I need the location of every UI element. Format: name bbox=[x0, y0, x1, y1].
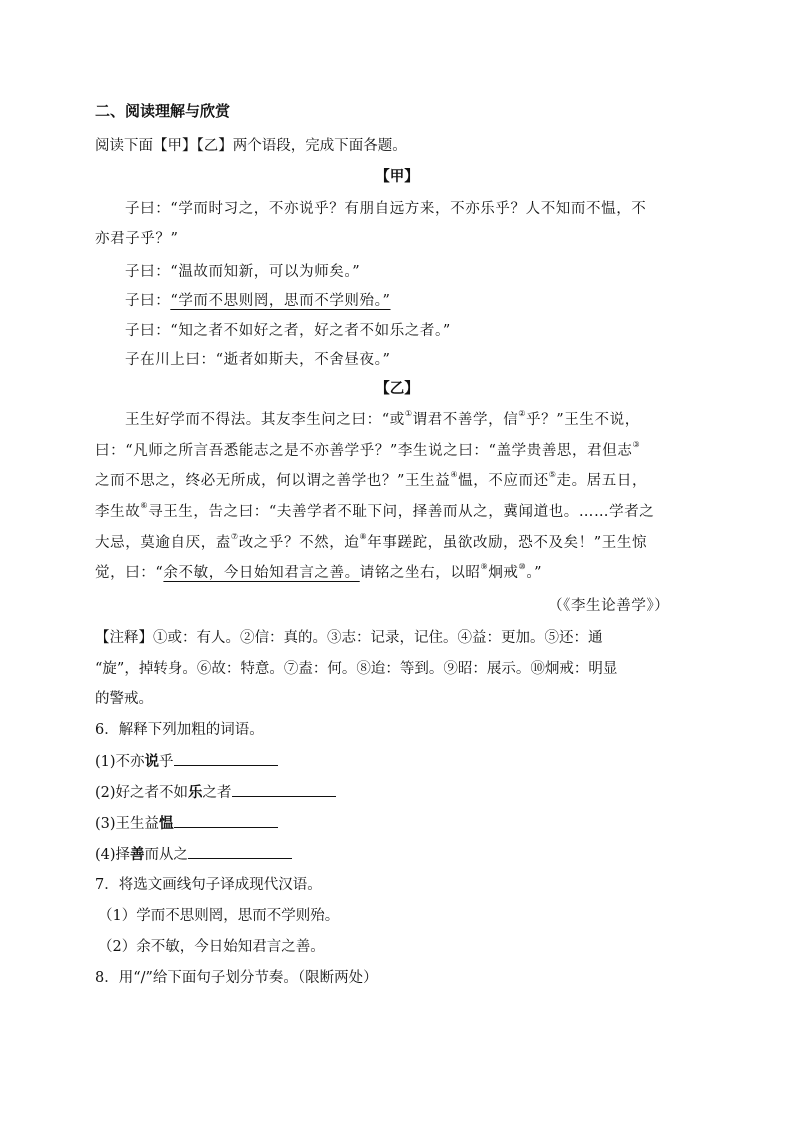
yi-text: 王生好学而不得法。其友李生问之曰：“或 bbox=[125, 412, 405, 428]
note-marker: ② bbox=[518, 409, 527, 419]
yi-text: 愠，不应而还 bbox=[458, 473, 549, 489]
item-text: 之者 bbox=[202, 785, 232, 801]
yi-line-5 bbox=[95, 533, 647, 553]
passage-source: （《李生论善学》） bbox=[548, 598, 670, 614]
yi-text: 大忌，莫逾自厌，盍 bbox=[95, 535, 231, 551]
q7-item-1: （1）学而不思则罔，思而不学则殆。 bbox=[98, 908, 340, 924]
yi-line-2 bbox=[95, 441, 640, 461]
answer-blank[interactable] bbox=[188, 844, 292, 859]
bold-keyword: 说 bbox=[144, 753, 160, 770]
item-number: (4) bbox=[95, 847, 116, 863]
note-marker: ⑩ bbox=[518, 562, 527, 572]
passage-jia-heading: 【甲】 bbox=[375, 168, 419, 185]
item-number: (1) bbox=[95, 754, 116, 770]
note-marker: ⑥ bbox=[140, 501, 149, 511]
item-text: 好之者不如 bbox=[115, 785, 189, 801]
yi-text: 之而不思之，终必无所成，何以谓之善学也？”王生益 bbox=[95, 473, 451, 489]
note-marker: ⑨ bbox=[480, 562, 489, 572]
passage-yi-heading: 【乙】 bbox=[375, 380, 419, 397]
note-marker: ④ bbox=[450, 470, 459, 480]
yi-text: 谓君不善学，信 bbox=[412, 412, 519, 428]
yi-text: 走。居五日， bbox=[556, 473, 648, 489]
yi-text: 年事蹉跎，虽欲改励，恐不及矣！”王生惊 bbox=[367, 535, 648, 551]
q6-item-1 bbox=[95, 751, 278, 772]
jia-line-1: 子曰：“学而时习之，不亦说乎？有朋自远方来，不亦乐乎？人不知而不愠，不 bbox=[125, 201, 647, 217]
yi-text: 李生故 bbox=[95, 504, 141, 520]
note-marker: ⑤ bbox=[548, 470, 557, 480]
yi-text: 寻王生，告之曰：“夫善学者不耻下问，择善而从之，冀闻道也。……学者之 bbox=[148, 504, 655, 520]
note-marker: ③ bbox=[632, 440, 641, 450]
bold-keyword: 善 bbox=[130, 846, 145, 863]
q6-item-4 bbox=[95, 844, 292, 865]
q6-item-2 bbox=[95, 782, 336, 803]
yi-text: 请铭之坐右，以昭 bbox=[359, 565, 481, 581]
question-6-title: 6．解释下列加粗的词语。 bbox=[95, 722, 264, 738]
item-number: (2) bbox=[95, 785, 116, 801]
yi-line-6 bbox=[95, 563, 542, 583]
item-number: (3) bbox=[95, 816, 116, 832]
question-8-title: 8．用“/”给下面句子划分节奏。（限断两处） bbox=[95, 970, 378, 986]
q6-item-3 bbox=[95, 813, 278, 834]
yi-text: 。” bbox=[526, 565, 543, 581]
yi-text: 炯戒 bbox=[488, 565, 519, 581]
jia-line-3: 子曰：“温故而知新，可以为师矣。” bbox=[125, 264, 361, 280]
notes-line-2: “旋”，掉转身。⑥故：特意。⑦盍：何。⑧迨：等到。⑨昭：展示。⑩炯戒：明显 bbox=[95, 661, 618, 677]
notes-line-3: 的警戒。 bbox=[95, 691, 153, 707]
note-marker: ⑧ bbox=[359, 532, 368, 542]
item-text: 乎 bbox=[159, 754, 174, 770]
answer-blank[interactable] bbox=[174, 751, 278, 766]
notes-line-1: 【注释】①或：有人。②信：真的。③志：记录，记住。④益：更加。⑤还：通 bbox=[95, 630, 603, 646]
yi-text: 觉，曰：“ bbox=[95, 565, 164, 581]
yi-text: 曰：“凡师之所言吾悉能志之是不亦善学乎？”李生说之曰：“盖学贵善思，君但志 bbox=[95, 443, 633, 459]
question-7-title: 7．将选文画线句子译成现代汉语。 bbox=[95, 877, 322, 893]
jia-line-2: 亦君子乎？” bbox=[95, 231, 179, 247]
jia-line-4 bbox=[125, 291, 391, 311]
bold-keyword: 愠 bbox=[159, 815, 174, 832]
yi-text: 改之乎？不然，迨 bbox=[238, 535, 360, 551]
yi-text: 乎？”王生不说， bbox=[526, 412, 640, 428]
q7-item-2: （2）余不敏，今日始知君言之善。 bbox=[98, 939, 325, 955]
bold-keyword: 乐 bbox=[188, 784, 203, 801]
item-text: 不亦 bbox=[115, 754, 145, 770]
jia-line-5: 子曰：“知之者不如好之者，好之者不如乐之者。” bbox=[125, 323, 451, 339]
answer-blank[interactable] bbox=[174, 813, 278, 828]
item-text: 而从之 bbox=[144, 847, 189, 863]
jia-line-4-prefix: 子曰： bbox=[125, 293, 171, 309]
note-marker: ⑦ bbox=[230, 532, 239, 542]
yi-underlined-sentence: 余不敏，今日始知君言之善。 bbox=[163, 565, 360, 581]
item-text: 王生益 bbox=[115, 816, 160, 832]
yi-line-1 bbox=[125, 410, 640, 430]
jia-line-6: 子在川上曰：“逝者如斯夫，不舍昼夜。” bbox=[125, 352, 391, 368]
note-marker: ① bbox=[404, 409, 413, 419]
item-text: 择 bbox=[115, 847, 131, 863]
yi-line-3 bbox=[95, 471, 647, 491]
answer-blank[interactable] bbox=[232, 782, 336, 797]
jia-underlined-sentence: “学而不思则罔，思而不学则殆。” bbox=[170, 293, 391, 309]
yi-line-4 bbox=[95, 502, 654, 522]
section-title: 二、阅读理解与欣赏 bbox=[95, 102, 231, 120]
section-intro: 阅读下面【甲】【乙】两个语段，完成下面各题。 bbox=[95, 138, 407, 154]
